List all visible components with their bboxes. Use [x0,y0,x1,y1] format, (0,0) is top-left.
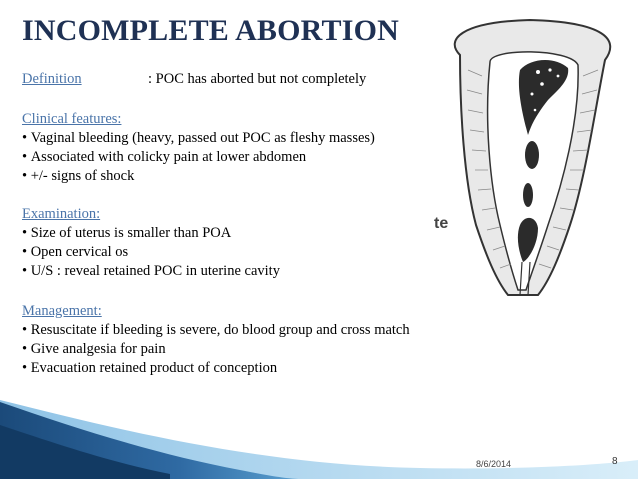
section-management [22,302,410,378]
section-heading: Examination: [22,206,101,222]
page-number: 8 [612,456,618,467]
list-item: • Evacuation retained product of conception [22,359,410,378]
footer-wave-decoration [0,380,638,479]
list-item: • Vaginal bleeding (heavy, passed out POC as fleshy masses) [22,129,375,148]
list-item: • Associated with colicky pain at lower abdomen [22,148,375,167]
section-heading: Management: [22,303,102,319]
list-item: • U/S : reveal retained POC in uterine cavity [22,262,280,281]
definition-row [22,71,366,88]
diagram-label: te [434,215,449,232]
section-heading: Clinical features: [22,111,122,127]
section-examination [22,205,280,281]
section-clinical-features [22,110,375,186]
list-item: • Open cervical os [22,243,280,262]
list-item: • +/- signs of shock [22,167,375,186]
uterus-diagram [420,10,635,310]
list-item: • Resuscitate if bleeding is severe, do blood group and cross match [22,321,410,340]
footer-date: 8/6/2014 [476,459,512,469]
slide-title: INCOMPLETE ABORTION [22,14,399,47]
definition-text: : POC has aborted but not completely [148,71,367,87]
definition-label: Definition [22,71,82,87]
list-item: • Give analgesia for pain [22,340,410,359]
list-item: • Size of uterus is smaller than POA [22,224,280,243]
